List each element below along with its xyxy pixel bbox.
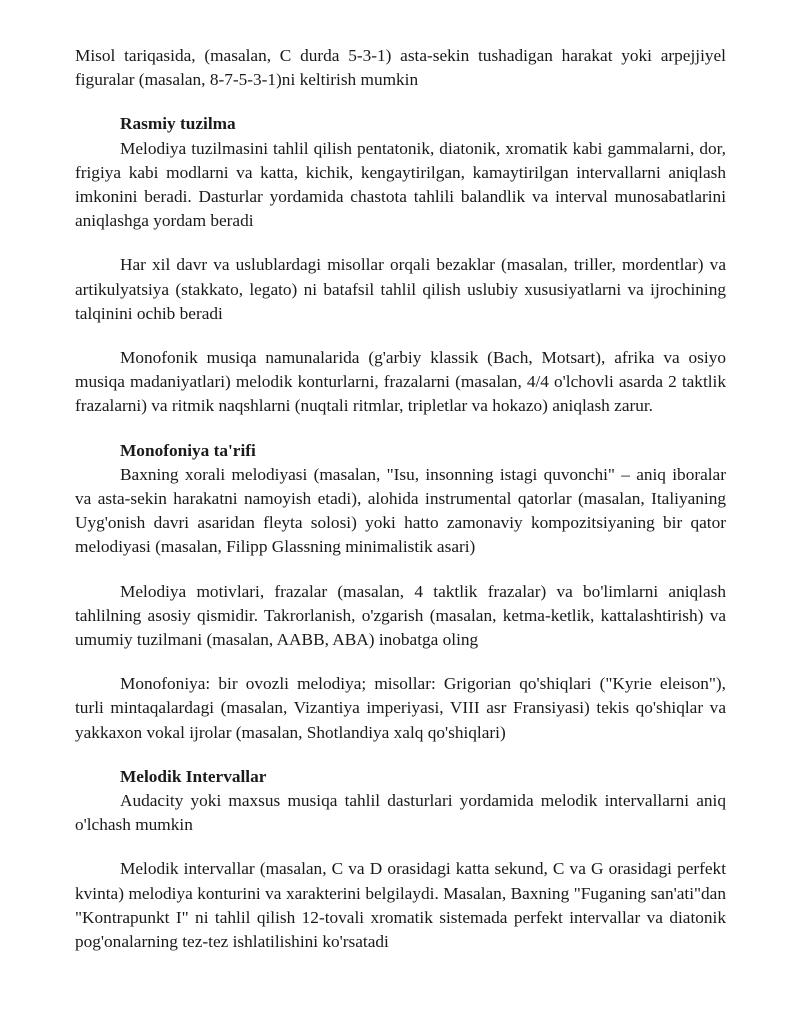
paragraph: Audacity yoki maxsus musiqa tahlil dasturlari yordamida melodik intervallarni aniq o'lchash mumkin (75, 791, 726, 835)
paragraph: Baxning xorali melodiyasi (masalan, "Isu, insonning istagi quvonchi" – aniq iboralar va asta-sekin harakatni namoyish etadi), alohida instrumental qatorlar (masalan, Italiyaning Uyg'onish davri asaridan fleyta solosi) yoki hatto zamonaviy kompozitsiyaning bir qator melodiyasi (masalan, Filipp Glassning minimalistik asari) (75, 464, 726, 557)
heading-rasmiy-tuzilma: Rasmiy tuzilma (120, 114, 236, 134)
paragraph: Monofonik musiqa namunalarida (g'arbiy klassik (Bach, Motsart), afrika va osiyo musiqa madaniyatlari) melodik konturlarni, frazalarni (masalan, 4/4 o'lchovli asarda 2 taktlik frazalarni) va ritmik naqshlarni (nuqtali ritmlar, tripletlar va hokazo) aniqlash zarur. (75, 348, 726, 416)
intro-paragraph: Misol tariqasida, (masalan, C durda 5-3-1) asta-sekin tushadigan harakat yoki arpejjiyel figuralar (masalan, 8-7-5-3-1)ni keltirish mumkin (75, 46, 726, 90)
heading-monofoniya-tarifi: Monofoniya ta'rifi (120, 440, 256, 460)
paragraph: Melodiya motivlari, frazalar (masalan, 4 taktlik frazalar) va bo'limlarni aniqlash tahlilning asosiy qismidir. Takrorlanish, o'zgarish (masalan, ketma-ketlik, kattalashtirish) va umumiy tuzilmani (masalan, AABB, ABA) inobatga oling (75, 581, 726, 650)
heading-melodik-intervallar: Melodik Intervallar (120, 766, 267, 786)
paragraph: Melodiya tuzilmasini tahlil qilish pentatonik, diatonik, xromatik kabi gammalarni, dor, frigiya kabi modlarni va katta, kichik, kengaytirilgan, kamaytirilgan intervallarni aniqlash imkonini beradi. Dasturlar yordamida chastota tahlili balandlik va interval munosabatlarini aniqlashga yordam beradi (75, 138, 726, 231)
document-page (75, 44, 726, 954)
paragraph: Melodik intervallar (masalan, C va D orasidagi katta sekund, C va G orasidagi perfekt kvinta) melodiya konturini va xarakterini belgilaydi. Masalan, Baxning "Fuganing san'ati"dan "Kontrapunkt I" ni tahlil qilish 12-tovali xromatik sistemada perfekt intervallar va diatonik pog'onalarning tez-tez ishlatilishini ko'rsatadi (75, 859, 726, 952)
paragraph: Monofoniya: bir ovozli melodiya; misollar: Grigorian qo'shiqlari ("Kyrie eleison"), turli mintaqalardagi (masalan, Vizantiya imperiyasi, VIII asr Fransiyasi) tekis qo'shiqlar va yakkaxon vokal ijrolar (masalan, Shotlandiya xalq qo'shiqlari) (75, 674, 726, 742)
paragraph: Har xil davr va uslublardagi misollar orqali bezaklar (masalan, triller, mordentlar) va artikulyatsiya (stakkato, legato) ni batafsil tahlil qilish uslubiy xususiyatlarni va ijrochining talqinini ochib beradi (75, 255, 726, 323)
